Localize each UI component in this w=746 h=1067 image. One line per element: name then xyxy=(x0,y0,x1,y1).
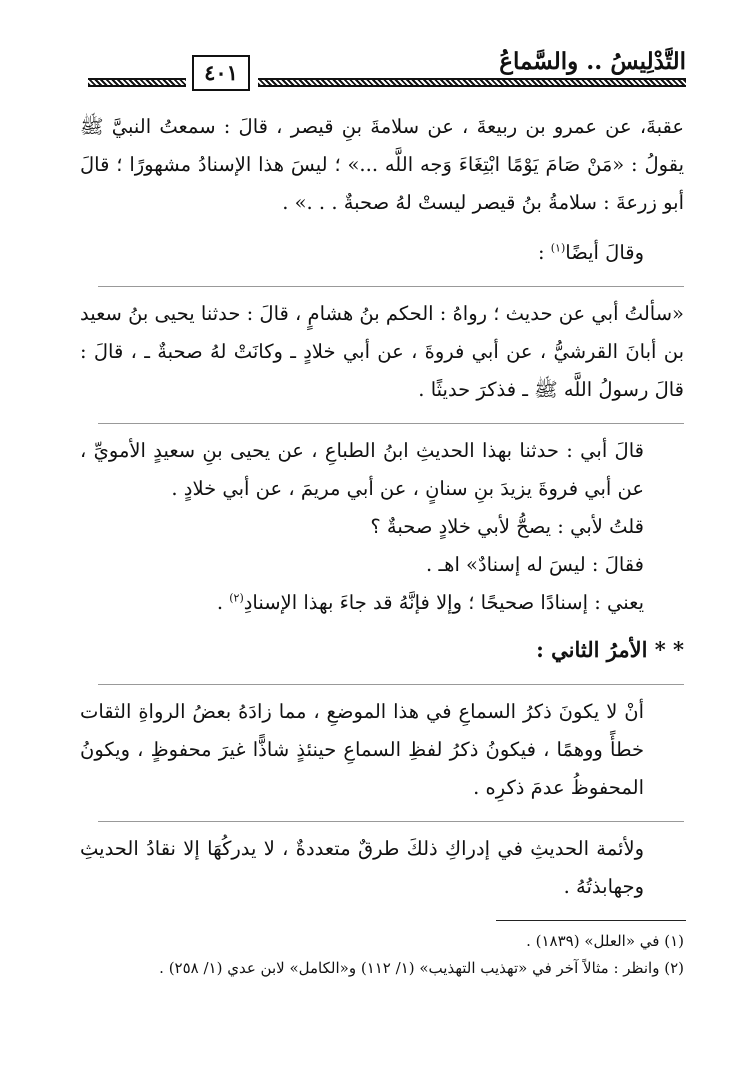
footnote: (١) في «العلل» (١٨٣٩) . xyxy=(526,932,684,950)
footnote-ref: (٢) xyxy=(229,591,244,605)
paragraph xyxy=(80,584,684,622)
section-divider xyxy=(98,684,684,685)
paragraph: قلتُ لأبي : يصحُّ لأبي خلادٍ صحبةٌ ؟ xyxy=(370,515,644,538)
footnote-rule xyxy=(496,920,686,921)
paragraph: ولأئمة الحديثِ في إدراكِ ذلكَ طرقٌ متعددةٌ ، لا يدركُهَا إلا نقادُ الحديثِ وجهابذتُهُ . xyxy=(80,837,644,898)
page-body xyxy=(80,108,684,906)
footnotes xyxy=(90,928,684,982)
section-divider xyxy=(98,286,684,287)
section-heading: * * الأمرُ الثاني : xyxy=(536,637,684,662)
header-ornament-left xyxy=(88,78,186,87)
paragraph-text: وقالَ أيضًا xyxy=(565,241,644,264)
paragraph-text: . xyxy=(216,591,230,614)
page-number: ٤٠١ xyxy=(192,55,250,91)
footnote-ref: (١) xyxy=(550,241,566,255)
paragraph: عقبةَ، عن عمرو بن ربيعةَ ، عن سلامةَ بنِ قيصر ، قالَ : سمعتُ النبيَّ ﷺ يقولُ : «مَنْ صَامَ يَوْمًا ابْتِغَاءَ وَجه اللَّه ...» ؛ ليسَ هذا الإسنادُ مشهورًا ؛ قالَ أبو زرعةَ : سلامةُ بنُ قيصر ليستْ لهُ صحبةٌ . . .» . xyxy=(80,115,684,214)
paragraph: أنْ لا يكونَ ذكرُ السماعِ في هذا الموضعِ ، مما زادَهُ بعضُ الرواةِ الثقات خطأً ووهمًا ، فيكونُ ذكرُ لفظِ السماعِ حينئذٍ شاذًّا غيرَ محفوظٍ ، ويكونُ المحفوظُ عدمَ ذكرِه . xyxy=(80,700,644,799)
section-divider xyxy=(98,423,684,424)
paragraph: «سألتُ أبي عن حديث ؛ رواهُ : الحكم بنُ هشامٍ ، قالَ : حدثنا يحيى بنُ سعيد بن أبانَ القرشيُّ ، عن أبي فروةَ ، عن أبي خلادٍ ـ وكانَتْ لهُ صحبةٌ ـ ، قالَ : قالَ رسولُ اللَّه ﷺ ـ فذكرَ حديثًا . xyxy=(80,302,684,401)
paragraph: قالَ أبي : حدثنا بهذا الحديثِ ابنُ الطباعِ ، عن يحيى بنِ سعيدٍ الأمويِّ ، عن أبي فروةَ يزيدَ بنِ سنانٍ ، عن أبي مريمَ ، عن أبي خلادٍ . xyxy=(80,439,644,500)
section-divider xyxy=(98,821,684,822)
header-ornament-right xyxy=(258,78,686,87)
running-title: التَّدْلِيسُ .. والسَّماعُ xyxy=(499,48,686,75)
paragraph: فقالَ : ليسَ له إسنادٌ» اهـ . xyxy=(426,553,644,576)
page-header xyxy=(88,44,686,96)
paragraph-text: : xyxy=(537,241,551,264)
footnote: (٢) وانظر : مثالاً آخر في «تهذيب التهذيب» (١/ ١١٢) و«الكامل» لابن عدي (١/ ٢٥٨) . xyxy=(159,959,684,977)
paragraph xyxy=(80,234,684,272)
paragraph-text: يعني : إسنادًا صحيحًا ؛ وإلا فإنَّهُ قد جاءَ بهذا الإسنادِ xyxy=(243,591,644,614)
